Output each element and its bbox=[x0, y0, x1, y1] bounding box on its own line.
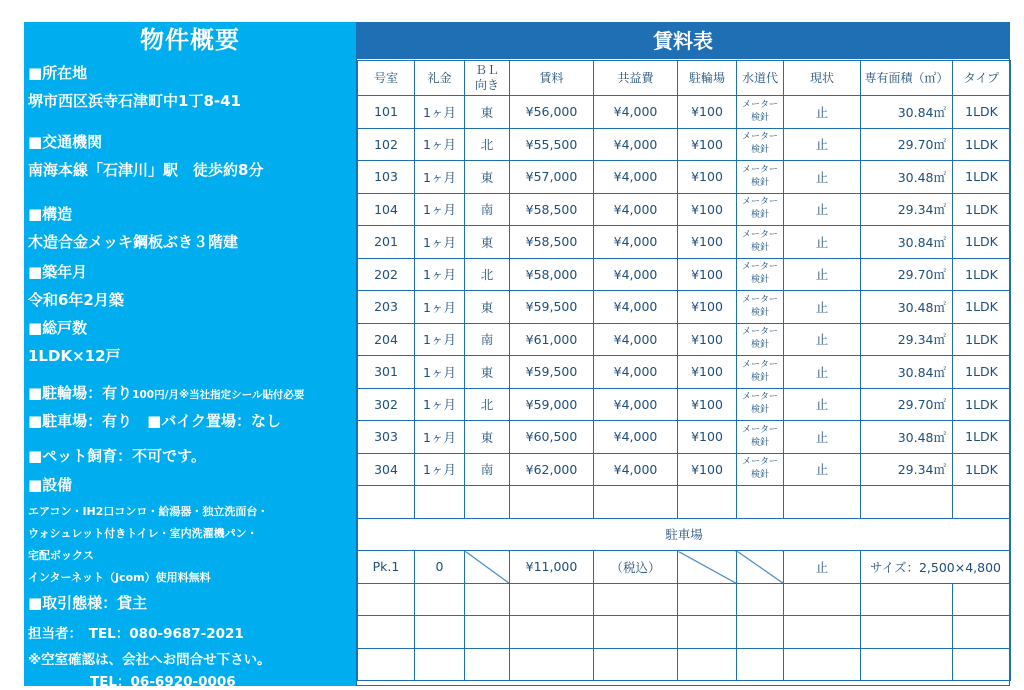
table-row bbox=[358, 356, 1011, 389]
table-cell: 止 bbox=[784, 388, 861, 421]
table-cell bbox=[358, 486, 415, 519]
table-cell: 1ヶ月 bbox=[415, 161, 465, 194]
table-cell: 1ヶ月 bbox=[415, 193, 465, 226]
table-cell bbox=[784, 486, 861, 519]
table-cell: 203 bbox=[358, 291, 415, 324]
table-cell: 1LDK bbox=[953, 193, 1011, 226]
table-cell: ¥4,000 bbox=[594, 128, 678, 161]
table-cell: ¥100 bbox=[678, 421, 737, 454]
equipment-line: 宅配ボックス bbox=[28, 549, 94, 562]
table-row bbox=[358, 388, 1011, 421]
cell-text-line: 検針 bbox=[750, 210, 769, 221]
table-cell: 東 bbox=[465, 291, 510, 324]
table-row bbox=[358, 226, 1011, 259]
table-cell bbox=[678, 583, 737, 616]
bicycle-info bbox=[28, 382, 304, 403]
cell-text bbox=[737, 164, 783, 190]
table-cell: 1LDK bbox=[953, 453, 1011, 486]
table-cell bbox=[737, 648, 784, 681]
units-label: ■総戸数 bbox=[28, 319, 88, 337]
table-cell bbox=[678, 486, 737, 519]
table-cell: 1ヶ月 bbox=[415, 356, 465, 389]
table-cell: 北 bbox=[465, 258, 510, 291]
table-cell bbox=[678, 616, 737, 649]
transaction-info: ■取引態様：貸主 bbox=[28, 594, 148, 612]
table-cell: 301 bbox=[358, 356, 415, 389]
table-cell: 302 bbox=[358, 388, 415, 421]
table-cell bbox=[594, 616, 678, 649]
table-cell: 止 bbox=[784, 323, 861, 356]
table-cell bbox=[861, 583, 953, 616]
table-cell bbox=[861, 486, 953, 519]
cell-text bbox=[737, 424, 783, 450]
table-cell bbox=[737, 616, 784, 649]
column-header: 駐輪場 bbox=[678, 61, 737, 96]
table-cell bbox=[415, 583, 465, 616]
bicycle-main: ■駐輪場：有り bbox=[28, 384, 133, 402]
table-cell bbox=[415, 486, 465, 519]
table-row bbox=[358, 128, 1011, 161]
built-value: 令和6年2月築 bbox=[28, 291, 124, 309]
table-cell: 止 bbox=[784, 356, 861, 389]
column-header bbox=[465, 61, 510, 96]
table-cell: ¥60,500 bbox=[510, 421, 594, 454]
table-cell: ¥58,500 bbox=[510, 226, 594, 259]
table-cell: ¥4,000 bbox=[594, 96, 678, 129]
rent-table-title: 賃料表 bbox=[357, 23, 1009, 59]
table-cell: 東 bbox=[465, 226, 510, 259]
table-cell bbox=[953, 616, 1011, 649]
table-cell bbox=[737, 486, 784, 519]
table-cell: 1LDK bbox=[953, 356, 1011, 389]
table-cell: 北 bbox=[465, 388, 510, 421]
parking-row bbox=[358, 551, 1011, 584]
table-cell: 1ヶ月 bbox=[415, 421, 465, 454]
cell-text-line: ＢＬ bbox=[474, 63, 499, 77]
cell-text-line: メーター bbox=[741, 392, 778, 403]
table-cell: 30.84㎡ bbox=[861, 356, 953, 389]
table-cell bbox=[784, 616, 861, 649]
table-cell: ¥100 bbox=[678, 356, 737, 389]
table-cell bbox=[737, 356, 784, 389]
table-cell bbox=[415, 648, 465, 681]
table-cell: 102 bbox=[358, 128, 415, 161]
cell-text-line: メーター bbox=[741, 294, 778, 305]
table-cell bbox=[594, 486, 678, 519]
table-cell: 1ヶ月 bbox=[415, 96, 465, 129]
cell-text-line: 検針 bbox=[750, 275, 769, 286]
table-cell bbox=[861, 616, 953, 649]
cell-text-line: メーター bbox=[741, 99, 778, 110]
table-cell: 29.70㎡ bbox=[861, 388, 953, 421]
table-cell: 1LDK bbox=[953, 161, 1011, 194]
table-cell: ¥62,000 bbox=[510, 453, 594, 486]
cell-text-line: メーター bbox=[741, 424, 778, 435]
table-cell: 1ヶ月 bbox=[415, 128, 465, 161]
property-overview-panel bbox=[24, 22, 356, 690]
cell-text bbox=[465, 63, 509, 93]
table-cell bbox=[737, 258, 784, 291]
cell-text bbox=[737, 261, 783, 287]
cell-text bbox=[737, 391, 783, 417]
table-cell bbox=[358, 616, 415, 649]
table-cell bbox=[358, 583, 415, 616]
empty-row bbox=[358, 616, 1011, 649]
cell-text-line: 検針 bbox=[750, 372, 769, 383]
table-cell bbox=[953, 486, 1011, 519]
cell-text-line: 検針 bbox=[750, 405, 769, 416]
table-cell: 止 bbox=[784, 128, 861, 161]
table-row bbox=[358, 161, 1011, 194]
table-cell: （税込） bbox=[594, 551, 678, 584]
equipment-line: エアコン・IH2口コンロ・給湯器・独立洗面台・ bbox=[28, 505, 269, 518]
table-cell: 30.48㎡ bbox=[861, 161, 953, 194]
table-cell: 止 bbox=[784, 161, 861, 194]
table-cell: ¥11,000 bbox=[510, 551, 594, 584]
cell-text bbox=[737, 229, 783, 255]
table-cell: 101 bbox=[358, 96, 415, 129]
table-cell: 1ヶ月 bbox=[415, 388, 465, 421]
table-cell: ¥100 bbox=[678, 323, 737, 356]
table-cell: 1LDK bbox=[953, 128, 1011, 161]
table-cell: 303 bbox=[358, 421, 415, 454]
table-cell: ¥4,000 bbox=[594, 258, 678, 291]
column-header: 号室 bbox=[358, 61, 415, 96]
table-cell: 東 bbox=[465, 96, 510, 129]
transport-value: 南海本線「石津川」駅 徒歩約8分 bbox=[28, 161, 264, 179]
table-cell: 南 bbox=[465, 323, 510, 356]
cell-text-line: 検針 bbox=[750, 307, 769, 318]
table-cell: 南 bbox=[465, 193, 510, 226]
table-cell bbox=[737, 388, 784, 421]
table-cell bbox=[737, 128, 784, 161]
column-header: 礼金 bbox=[415, 61, 465, 96]
table-cell: 止 bbox=[784, 421, 861, 454]
table-cell bbox=[737, 226, 784, 259]
company-tel: TEL：06-6920-0006 bbox=[90, 674, 236, 690]
table-cell bbox=[737, 96, 784, 129]
table-cell: 103 bbox=[358, 161, 415, 194]
column-header: 専有面積（㎡） bbox=[861, 61, 953, 96]
cell-text-line: メーター bbox=[741, 262, 778, 273]
column-header: 水道代 bbox=[737, 61, 784, 96]
table-cell bbox=[737, 583, 784, 616]
table-cell bbox=[594, 583, 678, 616]
table-cell bbox=[737, 291, 784, 324]
column-header: 現状 bbox=[784, 61, 861, 96]
cell-text-line: メーター bbox=[741, 197, 778, 208]
table-cell: ¥4,000 bbox=[594, 421, 678, 454]
table-cell: 202 bbox=[358, 258, 415, 291]
vacancy-note: ※空室確認は、会社へお問合せ下さい。 bbox=[28, 652, 271, 668]
table-cell bbox=[953, 583, 1011, 616]
table-cell: ¥4,000 bbox=[594, 323, 678, 356]
table-cell: 1ヶ月 bbox=[415, 226, 465, 259]
table-cell: 止 bbox=[784, 291, 861, 324]
column-header: タイプ bbox=[953, 61, 1011, 96]
table-cell: ¥4,000 bbox=[594, 291, 678, 324]
pets-info: ■ペット飼育：不可です。 bbox=[28, 447, 206, 465]
table-cell: 30.84㎡ bbox=[861, 96, 953, 129]
table-cell: ¥100 bbox=[678, 96, 737, 129]
table-cell: 止 bbox=[784, 258, 861, 291]
equipment-line: インターネット（Jcom）使用料無料 bbox=[28, 571, 211, 584]
table-cell: 0 bbox=[415, 551, 465, 584]
table-cell: ¥55,500 bbox=[510, 128, 594, 161]
rent-table-panel bbox=[356, 22, 1010, 686]
table-cell bbox=[510, 648, 594, 681]
cell-text-line: 検針 bbox=[750, 242, 769, 253]
structure-value: 木造合金メッキ鋼板ぶき３階建 bbox=[28, 233, 239, 251]
rent-table bbox=[357, 60, 1011, 681]
table-cell: ¥59,500 bbox=[510, 356, 594, 389]
table-cell: 東 bbox=[465, 421, 510, 454]
table-cell: ¥100 bbox=[678, 258, 737, 291]
table-cell: Pk.1 bbox=[358, 551, 415, 584]
location-value: 堺市西区浜寺石津町中1丁8-41 bbox=[28, 92, 241, 110]
overview-title: 物件概要 bbox=[140, 26, 240, 54]
cell-text-line: 向き bbox=[474, 78, 499, 92]
table-cell: ¥56,000 bbox=[510, 96, 594, 129]
diagonal-cell bbox=[678, 551, 737, 584]
table-cell: 北 bbox=[465, 128, 510, 161]
cell-text-line: メーター bbox=[741, 359, 778, 370]
cell-text-line: 検針 bbox=[750, 177, 769, 188]
table-cell bbox=[737, 323, 784, 356]
table-cell: ¥4,000 bbox=[594, 193, 678, 226]
parking-size: サイズ：2,500×4,800 bbox=[861, 551, 1011, 584]
table-row bbox=[358, 453, 1011, 486]
table-cell bbox=[737, 193, 784, 226]
table-cell: 1ヶ月 bbox=[415, 291, 465, 324]
table-cell: 1LDK bbox=[953, 388, 1011, 421]
table-cell: 1ヶ月 bbox=[415, 258, 465, 291]
empty-row bbox=[358, 648, 1011, 681]
table-cell: 止 bbox=[784, 453, 861, 486]
table-row bbox=[358, 323, 1011, 356]
table-cell: ¥4,000 bbox=[594, 356, 678, 389]
empty-row bbox=[358, 486, 1011, 519]
structure-label: ■構造 bbox=[28, 205, 73, 223]
column-header: 賃料 bbox=[510, 61, 594, 96]
table-cell: ¥59,500 bbox=[510, 291, 594, 324]
table-cell: ¥61,000 bbox=[510, 323, 594, 356]
table-row bbox=[358, 421, 1011, 454]
cell-text-line: メーター bbox=[741, 132, 778, 143]
table-cell: 29.70㎡ bbox=[861, 258, 953, 291]
cell-text bbox=[737, 359, 783, 385]
table-cell bbox=[358, 648, 415, 681]
table-cell: 1LDK bbox=[953, 323, 1011, 356]
table-cell: ¥57,000 bbox=[510, 161, 594, 194]
cell-text bbox=[737, 99, 783, 125]
parking-info: ■駐車場：有り ■バイク置場：なし bbox=[28, 412, 282, 430]
cell-text bbox=[737, 196, 783, 222]
empty-row bbox=[358, 583, 1011, 616]
table-cell bbox=[465, 583, 510, 616]
table-cell: 204 bbox=[358, 323, 415, 356]
parking-section-label: 駐車場 bbox=[358, 518, 1011, 551]
cell-text bbox=[737, 456, 783, 482]
table-cell: ¥4,000 bbox=[594, 388, 678, 421]
table-cell bbox=[861, 648, 953, 681]
table-cell: ¥100 bbox=[678, 193, 737, 226]
table-cell: 29.34㎡ bbox=[861, 323, 953, 356]
table-cell: 29.34㎡ bbox=[861, 193, 953, 226]
table-cell: 東 bbox=[465, 161, 510, 194]
table-cell bbox=[737, 421, 784, 454]
cell-text-line: 検針 bbox=[750, 112, 769, 123]
cell-text-line: メーター bbox=[741, 327, 778, 338]
table-cell bbox=[784, 648, 861, 681]
table-cell: ¥4,000 bbox=[594, 226, 678, 259]
table-cell: 30.48㎡ bbox=[861, 421, 953, 454]
table-header-row bbox=[358, 61, 1011, 96]
table-cell: 29.34㎡ bbox=[861, 453, 953, 486]
table-cell: 304 bbox=[358, 453, 415, 486]
table-cell bbox=[594, 648, 678, 681]
table-cell bbox=[737, 161, 784, 194]
cell-text-line: メーター bbox=[741, 457, 778, 468]
table-cell: ¥100 bbox=[678, 291, 737, 324]
cell-text-line: 検針 bbox=[750, 340, 769, 351]
table-cell: 東 bbox=[465, 356, 510, 389]
cell-text-line: メーター bbox=[741, 164, 778, 175]
table-cell: ¥59,000 bbox=[510, 388, 594, 421]
table-cell bbox=[784, 583, 861, 616]
table-cell: ¥100 bbox=[678, 226, 737, 259]
table-row bbox=[358, 291, 1011, 324]
table-cell bbox=[737, 453, 784, 486]
table-cell: 止 bbox=[784, 96, 861, 129]
table-cell: 止 bbox=[784, 226, 861, 259]
table-cell: 1LDK bbox=[953, 291, 1011, 324]
table-cell bbox=[465, 648, 510, 681]
cell-text-line: 検針 bbox=[750, 470, 769, 481]
table-cell bbox=[465, 616, 510, 649]
transport-label: ■交通機関 bbox=[28, 133, 103, 151]
table-cell: ¥100 bbox=[678, 128, 737, 161]
contact-person: 担当者： TEL：080-9687-2021 bbox=[28, 626, 244, 642]
table-cell bbox=[465, 486, 510, 519]
table-cell: 止 bbox=[784, 551, 861, 584]
table-cell: 1LDK bbox=[953, 226, 1011, 259]
table-cell: 201 bbox=[358, 226, 415, 259]
table-cell: 1ヶ月 bbox=[415, 453, 465, 486]
table-cell: ¥58,000 bbox=[510, 258, 594, 291]
table-cell: 29.70㎡ bbox=[861, 128, 953, 161]
table-cell bbox=[510, 616, 594, 649]
table-cell: ¥100 bbox=[678, 453, 737, 486]
table-cell: 1LDK bbox=[953, 258, 1011, 291]
table-cell: 1LDK bbox=[953, 421, 1011, 454]
table-cell: 30.48㎡ bbox=[861, 291, 953, 324]
parking-section-row bbox=[358, 518, 1011, 551]
cell-text bbox=[737, 326, 783, 352]
built-label: ■築年月 bbox=[28, 263, 88, 281]
cell-text bbox=[737, 294, 783, 320]
table-cell: ¥4,000 bbox=[594, 161, 678, 194]
table-cell: 南 bbox=[465, 453, 510, 486]
equipment-line: ウォシュレット付きトイレ・室内洗濯機パン・ bbox=[28, 527, 258, 540]
cell-text bbox=[737, 131, 783, 157]
table-cell: ¥100 bbox=[678, 388, 737, 421]
table-cell bbox=[510, 486, 594, 519]
cell-text-line: 検針 bbox=[750, 145, 769, 156]
table-cell: ¥4,000 bbox=[594, 453, 678, 486]
table-row bbox=[358, 193, 1011, 226]
units-value: 1LDK×12戸 bbox=[28, 347, 121, 365]
diagonal-cell bbox=[737, 551, 784, 584]
table-row bbox=[358, 258, 1011, 291]
table-cell bbox=[510, 583, 594, 616]
table-cell: ¥100 bbox=[678, 161, 737, 194]
table-cell: 止 bbox=[784, 193, 861, 226]
column-header: 共益費 bbox=[594, 61, 678, 96]
table-cell: 104 bbox=[358, 193, 415, 226]
cell-text-line: メーター bbox=[741, 229, 778, 240]
table-row bbox=[358, 96, 1011, 129]
equipment-label: ■設備 bbox=[28, 476, 73, 494]
table-cell bbox=[415, 616, 465, 649]
location-label: ■所在地 bbox=[28, 64, 88, 82]
table-cell: ¥58,500 bbox=[510, 193, 594, 226]
table-cell bbox=[678, 648, 737, 681]
diagonal-cell bbox=[465, 551, 510, 584]
table-cell: 30.84㎡ bbox=[861, 226, 953, 259]
table-cell: 1LDK bbox=[953, 96, 1011, 129]
table-cell bbox=[953, 648, 1011, 681]
bicycle-note: 100円/月※当社指定シール貼付必要 bbox=[132, 389, 305, 401]
table-cell: 1ヶ月 bbox=[415, 323, 465, 356]
cell-text-line: 検針 bbox=[750, 437, 769, 448]
